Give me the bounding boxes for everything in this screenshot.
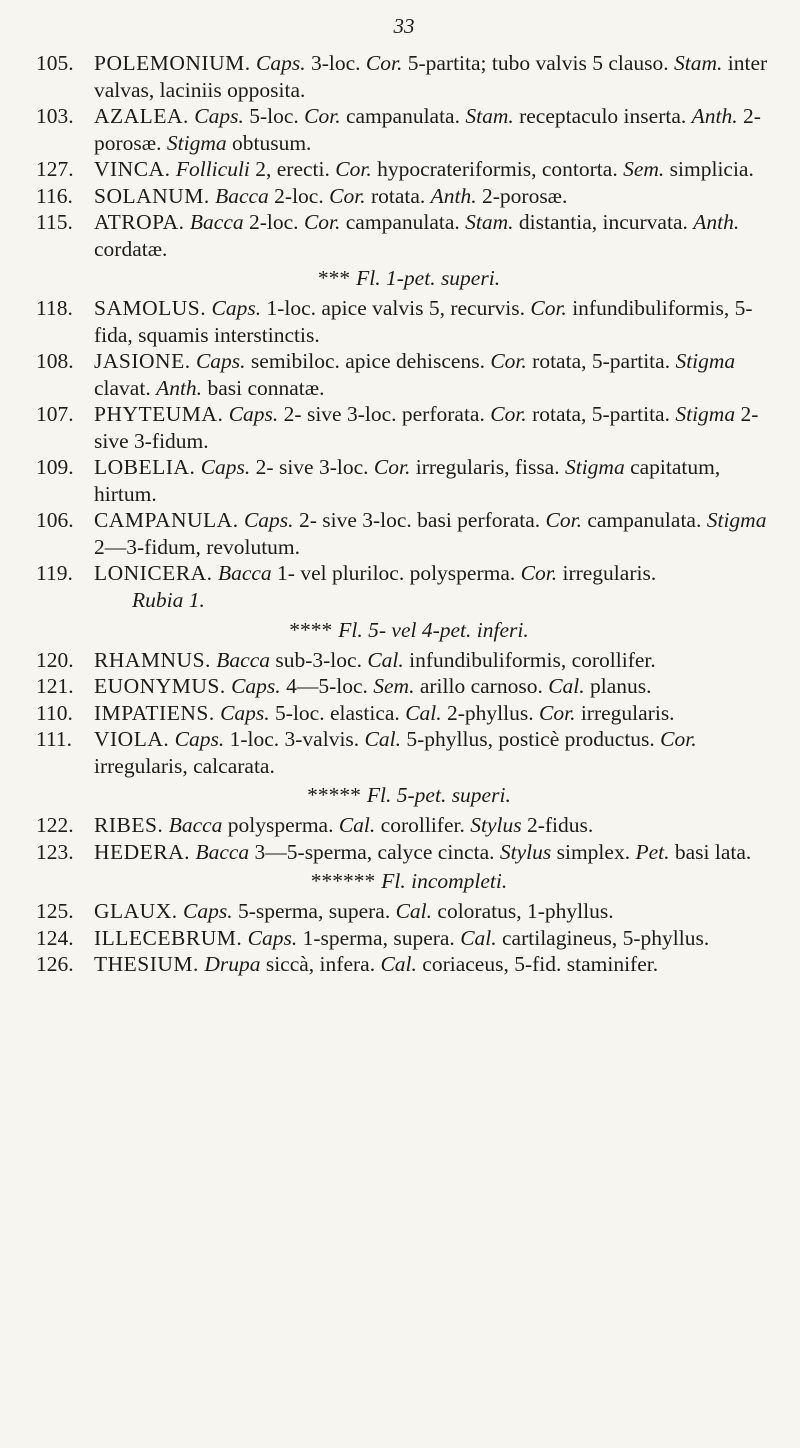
- genus-entry: [36, 348, 782, 401]
- term-label: Cor.: [304, 104, 341, 128]
- genus-name: ILLECEBRUM.: [94, 925, 243, 950]
- genus-entry: [36, 898, 782, 925]
- genus-name: VIOLA.: [94, 727, 170, 751]
- term-label: Bacca: [168, 813, 223, 837]
- genus-name: RIBES.: [94, 813, 164, 837]
- description-text: infundibuliformis, corollifer.: [403, 647, 656, 672]
- genus-entry: [36, 673, 782, 700]
- term-label: Cor.: [490, 402, 527, 426]
- genus-name: LOBELIA.: [94, 455, 196, 479]
- description-text: campanulata.: [340, 210, 466, 234]
- term-label: Anth.: [693, 210, 740, 234]
- genus-name: JASIONE.: [94, 349, 191, 373]
- term-label: Cor.: [660, 727, 697, 751]
- description-text: distantia, incurvata.: [513, 210, 694, 234]
- term-label: Stylus: [499, 839, 552, 864]
- entry-number: 116.: [36, 183, 73, 208]
- entry-number: 123.: [36, 839, 74, 864]
- term-label: Bacca: [215, 183, 269, 208]
- section-title: Fl. 5-pet. superi.: [366, 783, 511, 807]
- genus-name: VINCA.: [94, 157, 171, 181]
- genus-name: EUONYMUS.: [94, 674, 226, 698]
- page-number: 33: [393, 14, 415, 38]
- term-label: Cal.: [548, 674, 585, 698]
- genus-entry: [36, 454, 782, 507]
- genus-name: SAMOLUS.: [94, 296, 207, 320]
- term-label: Stigma: [675, 402, 736, 426]
- description-text: 2-porosæ.: [94, 104, 761, 155]
- term-label: Cal.: [380, 952, 417, 976]
- genus-entry: [36, 401, 782, 454]
- genus-entry: [36, 183, 782, 210]
- genus-name: GLAUX.: [94, 899, 178, 923]
- term-label: Cal.: [460, 925, 497, 950]
- term-label: Sem.: [623, 157, 665, 181]
- term-label: Stigma: [564, 455, 625, 479]
- description-text: 1-loc. apice valvis 5, recurvis.: [261, 296, 531, 320]
- genus-entry: [36, 812, 782, 839]
- description-text: 5-loc. elastica.: [269, 700, 406, 725]
- section-title: Fl. 1-pet. superi.: [356, 266, 501, 290]
- term-label: Bacca: [195, 839, 250, 864]
- description-text: clavat.: [94, 375, 157, 400]
- description-text: simplicia.: [664, 157, 754, 181]
- description-text: sub-3-loc.: [270, 647, 368, 672]
- term-label: Cor.: [520, 561, 558, 585]
- description-text: campanulata.: [581, 508, 707, 532]
- description-text: 2-loc.: [268, 183, 330, 208]
- description-text: 2, erecti.: [249, 157, 336, 181]
- description-text: capitatum, hirtum.: [94, 455, 721, 506]
- genus-name: LONICERA.: [94, 561, 213, 585]
- section-title: Fl. incompleti.: [381, 869, 508, 893]
- term-label: Cor.: [545, 508, 582, 532]
- entry-number: 124.: [36, 925, 74, 950]
- term-label: Stam.: [674, 51, 723, 75]
- term-label: Cor.: [365, 51, 403, 75]
- section-stars: ***: [317, 266, 351, 290]
- description-text: basi lata.: [669, 839, 752, 864]
- section-stars: ****: [289, 617, 333, 642]
- description-text: 2—3-fidum, revolutum.: [94, 534, 301, 559]
- term-label: Cal.: [364, 727, 401, 751]
- genus-entry: [36, 839, 782, 866]
- description-text: 3-loc.: [305, 51, 366, 75]
- term-label: Anth.: [156, 375, 203, 400]
- genus-entry: [36, 560, 782, 587]
- genus-name: PHYTEUMA.: [94, 402, 224, 426]
- term-label: Anth.: [691, 104, 738, 128]
- term-label: Cal.: [395, 899, 433, 923]
- description-text: siccà, infera.: [260, 952, 381, 976]
- term-label: Caps.: [247, 925, 298, 950]
- term-label: Cal.: [405, 700, 442, 725]
- term-label: Caps.: [220, 700, 270, 725]
- description-text: irregularis.: [575, 700, 675, 725]
- description-text: corollifer.: [375, 813, 471, 837]
- entry-number: 105.: [36, 51, 74, 75]
- description-text: 2-porosæ.: [476, 183, 568, 208]
- description-text: cartilagineus, 5-phyllus.: [496, 925, 710, 950]
- term-label: Folliculi: [175, 157, 250, 181]
- description-text: rotata.: [365, 183, 431, 208]
- subnote: Rubia 1.: [132, 587, 205, 612]
- description-text: 4—5-loc.: [280, 674, 374, 698]
- entry-number: 127.: [36, 157, 74, 181]
- genus-entry: [36, 925, 782, 952]
- term-label: Caps.: [174, 727, 225, 751]
- genus-entry: [36, 700, 782, 727]
- genus-name: AZALEA.: [94, 104, 189, 128]
- description-text: inter valvas, laciniis opposita.: [94, 51, 768, 102]
- entry-number: 111.: [36, 727, 73, 751]
- description-text: 2-fidus.: [521, 813, 594, 837]
- term-label: Cor.: [530, 296, 567, 320]
- description-text: 2- sive 3-fidum.: [94, 402, 759, 453]
- genus-entry: [36, 507, 782, 560]
- term-label: Stam.: [465, 104, 514, 128]
- description-text: planus.: [584, 674, 652, 698]
- description-text: rotata, 5-partita.: [526, 349, 676, 373]
- description-text: receptaculo inserta.: [513, 104, 692, 128]
- entry-number: 115.: [36, 210, 73, 234]
- term-label: Pet.: [635, 839, 670, 864]
- entry-number: 107.: [36, 402, 74, 426]
- term-label: Cor.: [539, 700, 576, 725]
- entry-number: 119.: [36, 561, 73, 585]
- entry-number: 109.: [36, 455, 74, 479]
- description-text: 5-partita; tubo valvis 5 clauso.: [402, 51, 675, 75]
- description-text: irregularis, calcarata.: [94, 753, 275, 778]
- term-label: Caps.: [195, 349, 246, 373]
- term-label: Stigma: [706, 508, 767, 532]
- term-label: Cal.: [338, 813, 376, 837]
- term-label: Caps.: [200, 455, 251, 479]
- description-text: 3—5-sperma, calyce cincta.: [249, 839, 500, 864]
- term-label: Caps.: [243, 508, 294, 532]
- description-text: obtusum.: [226, 130, 312, 155]
- description-text: arillo carnoso.: [414, 674, 549, 698]
- genus-entry: [36, 951, 782, 978]
- description-text: irregularis, fissa.: [410, 455, 565, 479]
- description-text: cordatæ.: [94, 236, 168, 261]
- entry-number: 118.: [36, 296, 73, 320]
- entry-number: 121.: [36, 674, 74, 698]
- term-label: Cor.: [490, 349, 527, 373]
- description-text: polysperma.: [222, 813, 339, 837]
- description-text: 2-loc.: [243, 210, 304, 234]
- section-stars: *****: [307, 783, 361, 807]
- term-label: Stam.: [465, 210, 514, 234]
- term-label: Caps.: [183, 899, 233, 923]
- description-text: coloratus, 1-phyllus.: [432, 899, 614, 923]
- entry-number: 126.: [36, 952, 74, 976]
- description-text: coriaceus, 5-fid. staminifer.: [416, 952, 659, 976]
- description-text: campanulata.: [340, 104, 466, 128]
- description-text: semibiloc. apice dehiscens.: [245, 349, 491, 373]
- term-label: Cor.: [303, 210, 341, 234]
- term-label: Cor.: [335, 157, 372, 181]
- term-label: Caps.: [228, 402, 279, 426]
- term-label: Caps.: [211, 296, 262, 320]
- genus-entry: [36, 295, 782, 348]
- description-text: 5-loc.: [243, 104, 305, 128]
- genus-entry: [36, 50, 782, 103]
- description-text: 5-phyllus, posticè productus.: [401, 727, 661, 751]
- term-label: Caps.: [255, 51, 306, 75]
- description-text: 2- sive 3-loc.: [250, 455, 374, 479]
- term-label: Cor.: [329, 183, 366, 208]
- genus-entry: [36, 647, 782, 674]
- term-label: Stigma: [166, 130, 227, 155]
- term-label: Bacca: [216, 647, 270, 672]
- section-heading: [36, 782, 782, 809]
- genus-name: SOLANUM.: [94, 183, 210, 208]
- term-label: Caps.: [231, 674, 281, 698]
- entry-number: 108.: [36, 349, 74, 373]
- genus-entry: [36, 156, 782, 183]
- entry-number: 125.: [36, 899, 74, 923]
- term-label: Cal.: [367, 647, 404, 672]
- genus-name: CAMPANULA.: [94, 508, 239, 532]
- term-label: Cor.: [373, 455, 411, 479]
- section-heading: [36, 617, 782, 644]
- description-text: infundibuliformis, 5-fida, squamis interstinctis.: [94, 296, 753, 347]
- description-text: 1-loc. 3-valvis.: [224, 727, 365, 751]
- description-text: 2-phyllus.: [441, 700, 539, 725]
- entry-number: 103.: [36, 104, 74, 128]
- term-label: Bacca: [189, 210, 244, 234]
- section-heading: [36, 265, 782, 292]
- term-label: Sem.: [373, 674, 415, 698]
- term-label: Stigma: [675, 349, 736, 373]
- section-title: Fl. 5- vel 4-pet. inferi.: [338, 617, 529, 642]
- genus-name: HEDERA.: [94, 839, 191, 864]
- description-text: hypocrateriformis, contorta.: [371, 157, 624, 181]
- section-heading: [36, 868, 782, 895]
- genus-entry: [36, 209, 782, 262]
- description-text: 1-sperma, supera.: [297, 925, 461, 950]
- description-text: basi connatæ.: [202, 375, 325, 400]
- genus-list: [36, 50, 782, 978]
- description-text: rotata, 5-partita.: [526, 402, 676, 426]
- entry-number: 120.: [36, 647, 74, 672]
- genus-name: RHAMNUS.: [94, 647, 211, 672]
- term-label: Anth.: [430, 183, 477, 208]
- genus-name: IMPATIENS.: [94, 700, 215, 725]
- term-label: Bacca: [217, 561, 272, 585]
- genus-entry: [36, 726, 782, 779]
- term-label: Drupa: [204, 952, 261, 976]
- description-text: 1- vel pluriloc. polysperma.: [271, 561, 521, 585]
- description-text: irregularis.: [557, 561, 657, 585]
- entry-number: 106.: [36, 508, 74, 532]
- genus-name: THESIUM.: [94, 952, 199, 976]
- term-label: Stylus: [470, 813, 522, 837]
- entry-number: 122.: [36, 813, 74, 837]
- section-stars: ******: [310, 869, 376, 893]
- genus-name: ATROPA.: [94, 210, 185, 234]
- description-text: simplex.: [551, 839, 636, 864]
- term-label: Caps.: [194, 104, 244, 128]
- genus-entry: [36, 103, 782, 156]
- description-text: 2- sive 3-loc. perforata.: [278, 402, 491, 426]
- entry-number: 110.: [36, 700, 73, 725]
- description-text: 5-sperma, supera.: [232, 899, 396, 923]
- genus-name: POLEMONIUM.: [94, 51, 251, 75]
- description-text: 2- sive 3-loc. basi perforata.: [293, 508, 546, 532]
